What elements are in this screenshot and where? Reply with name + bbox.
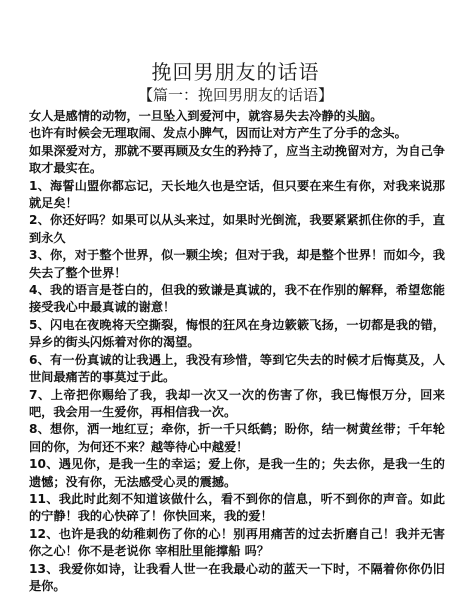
quote-item-2: 2、你还好吗？如果可以从头来过，如果时光倒流，我要紧紧抓住你的手，直到永久 <box>29 213 445 245</box>
quote-item-5: 5、闪电在夜晚将天空撕裂，悔恨的狂风在身边簌簌飞扬，一切都是我的错，异乡的街头闪烁着对你的渴望。 <box>29 317 445 350</box>
quote-item-3: 3、你，对于整个世界，似一颗尘埃；但对于我，却是整个世界！而如今，我失去了整个世界！ <box>29 248 445 280</box>
document-title: 挽回男朋友的话语 <box>151 60 320 84</box>
quote-item-7: 7、上帝把你赐给了我，我却一次又一次的伤害了你，我已悔恨万分，回来吧，我会用一生爱你，再相信我一次。 <box>29 387 445 419</box>
quote-item-12: 12、也许是我的幼稚刺伤了你的心！别再用痛苦的过去折磨自己！我并无害你之心！你不是老说你 宰相肚里能撑船 吗？ <box>29 526 445 559</box>
body-paragraph: 女人是感情的动物，一旦坠入到爱河中，就容易失去冷静的头脑。 <box>29 109 383 123</box>
document-subtitle: 【篇一：挽回男朋友的话语】 <box>137 86 333 104</box>
body-paragraph: 如果深爱对方，那就不要再顾及女生的矜持了，应当主动挽留对方，为自己争取才最实在。 <box>29 143 445 176</box>
quote-item-8: 8、想你，洒一地红豆；牵你，折一千只纸鹤；盼你，结一树黄丝带；千年轮回的你，为何还不来？越等待心中越爱！ <box>29 422 445 454</box>
document-body <box>29 108 445 595</box>
quote-item-6: 6、有一份真诚的让我遇上，我没有珍惜，等到它失去的时候才后悔莫及，人世间最痛苦的事莫过于此。 <box>29 352 445 385</box>
quote-item-13: 13、我爱你如诗，让我看人世一在我最心动的蓝天一下时，不隔着你你仍旧是你。 <box>29 561 445 593</box>
quote-item-4: 4、我的语言是苍白的，但我的致谦是真诚的，我不在作别的解释，希望您能接受我心中最真诚的谢意！ <box>29 283 445 315</box>
quote-item-1: 1、海誓山盟你都忘记，天长地久也是空话，但只要在来生有你，对我来说那就足矣！ <box>29 178 445 211</box>
quote-item-10: 10、遇见你，是我一生的幸运；爱上你，是我一生的；失去你，是我一生的遗憾；没有你，无法感受心灵的震撼。 <box>29 457 445 489</box>
body-paragraph: 也许有时候会无理取闹、发点小脾气，因而让对方产生了分手的念头。 <box>29 126 407 141</box>
quote-item-11: 11、我此时此刻不知道该做什么，看不到你的信息，听不到你的声音。如此的宁静！我的心快碎了！你快回来，我的爱！ <box>29 491 445 524</box>
